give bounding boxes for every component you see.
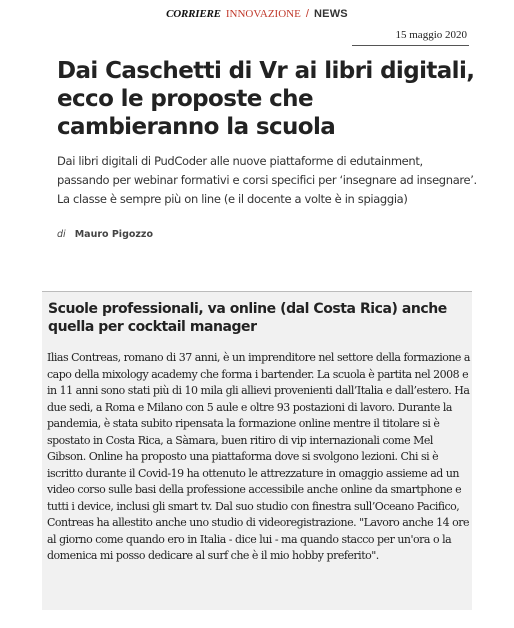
article-headline: Dai Caschetti di Vr ai libri digitali, ecco le proposte che cambieranno la scuola (57, 58, 475, 140)
date-divider (352, 45, 469, 46)
article-subhead: Dai libri digitali di PudCoder alle nuove piattaforme di edutainment, passando per webinar formativi e corsi specifici per ‘insegnare ad insegnare’. La classe è sempre più on line (e il docente a volte è in spiaggia) (57, 154, 477, 206)
masthead-section: INNOVAZIONE (225, 8, 301, 20)
masthead (0, 7, 514, 21)
box-title: Scuole professionali, va online (dal Costa Rica) anche quella per cocktail manager (48, 301, 447, 335)
publication-date: 15 maggio 2020 (395, 29, 467, 41)
byline-author: Mauro Pigozzo (74, 229, 153, 240)
byline-prefix: di (57, 229, 66, 240)
masthead-separator: / (305, 8, 309, 20)
masthead-news: NEWS (314, 8, 348, 20)
sidebar-box (42, 291, 472, 610)
byline (57, 229, 153, 240)
box-body: Ilias Contreas, romano di 37 anni, è un imprenditore nel settore della formazione a capo della mixology academy che forma i bartender. La scuola è partita nel 2008 e in 11 anni sono stati più di 10 mila gli allievi provenienti dall’Italia e dall’estero. Ha due sedi, a Roma e Milano con 5 aule e oltre 93 postazioni di lavoro. Durante la pandemia, è stata subito ripensata la formazione online mentre il titolare si è spostato in Costa Rica, a Sàmara, buen ritiro di vip internazionali come Mel Gibson. Online ha proposto una piattaforma dove si svolgono lezioni. Chi si è iscritto durante il Covid-19 ha ottenuto le attrezzature in omaggio assieme ad un video corso sulle basi della professione accessibile anche online da smartphone e tutti i device, inclusi gli smart tv. Dal suo studio con finestra sull’Oceano Pacifico, Contreas ha allestito anche uno studio di videoregistrazione. "Lavoro anche 14 ore al giorno come quando ero in Italia - dice lui - ma quando stacco per un'ora o la domenica mi posso dedicare al surf che è il mio hobby preferito". (47, 351, 470, 562)
masthead-brand: CORRIERE (166, 8, 221, 20)
